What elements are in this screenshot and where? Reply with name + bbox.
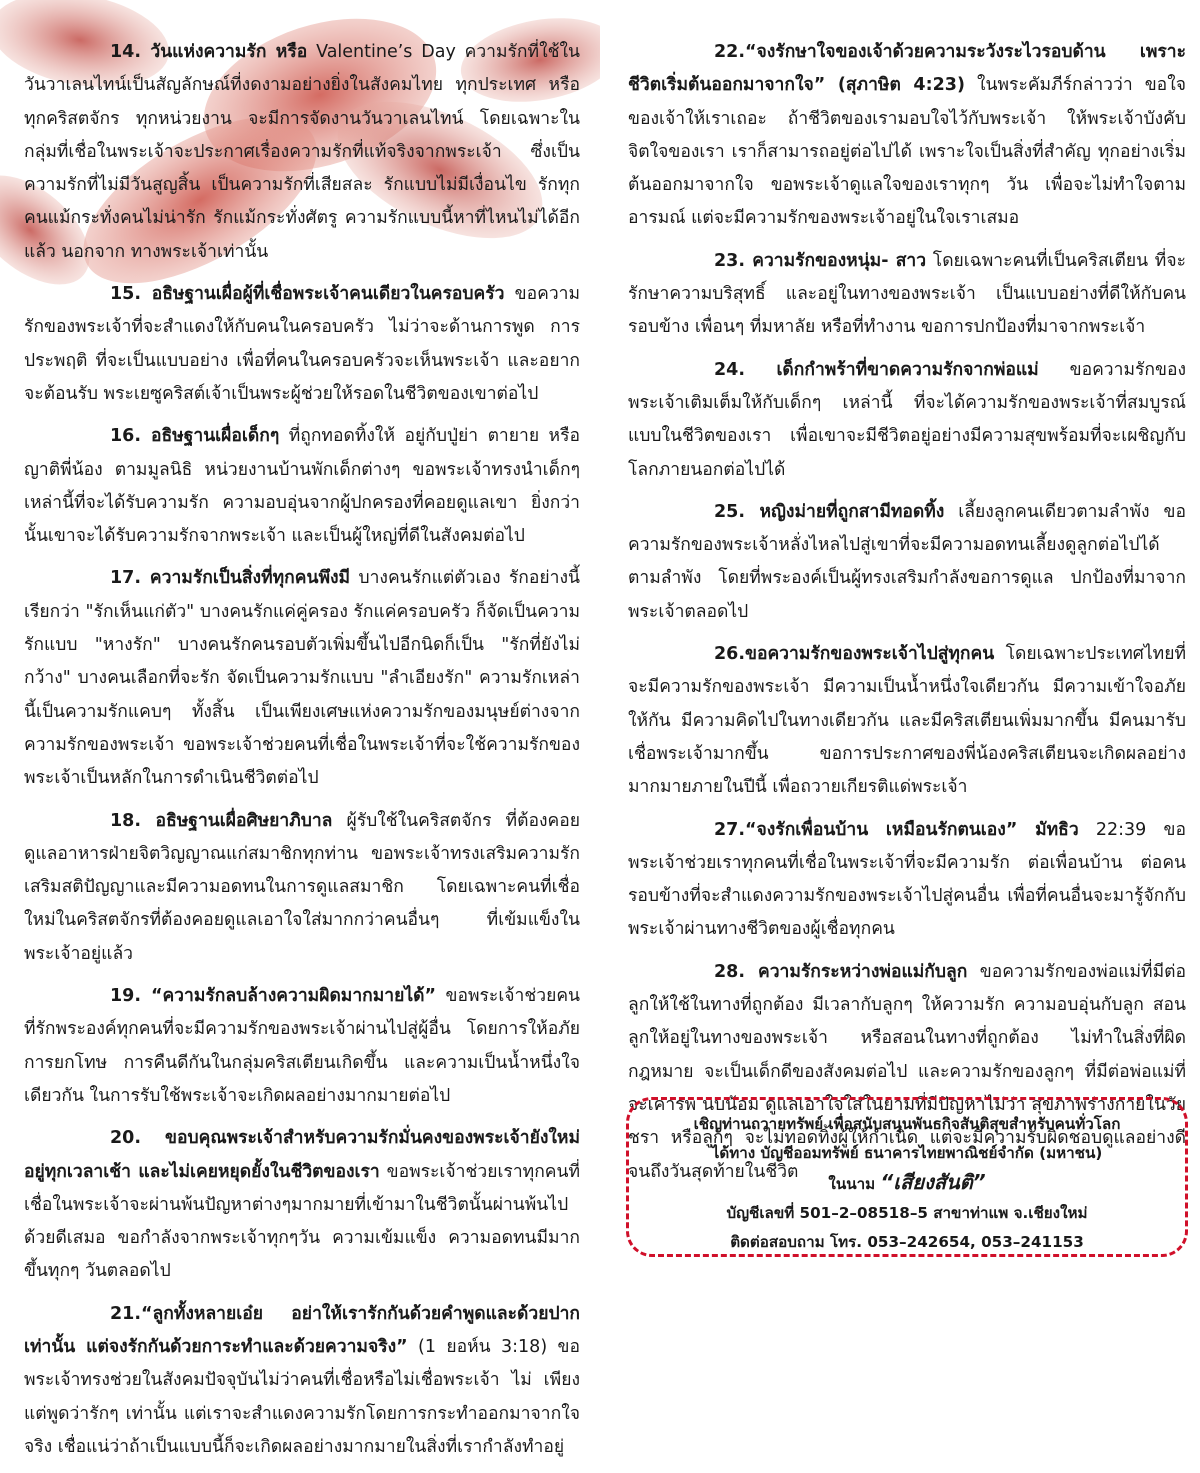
donation-box <box>626 1097 1188 1257</box>
paragraph-body: ขอพระเจ้าช่วยเราทุกคนที่เชื่อในพระเจ้าจะผ่านพ้นปัญหาต่างๆมากมายที่เข้ามาในชีวิตนั้นผ่านพ้นไปด้วยดีเสมอ ขอกำลังจากพระเจ้าทุกๆวัน ความเข้มแข็ง ความอดทนมีมากขึ้นทุกๆ วันตลอดไป <box>24 1161 580 1282</box>
paragraph-16 <box>24 420 580 553</box>
account-name-prefix: ในนาม <box>828 1175 881 1193</box>
paragraph-body: ที่ถูกทอดทิ้งให้ อยู่กับปู่ย่า ตายาย หรือญาติพี่น้อง ตามมูลนิธิ หน่วยงานบ้านพักเด็กต่างๆ ขอพระเจ้าทรงนำเด็กๆ เหล่านี้ที่จะได้รับความรัก ความอบอุ่นจากผู้ปกครองที่คอยดูแลเขา ยิ่งกว่านั้นเขาจะได้รับความรักจากพระเจ้า และเป็นผู้ใหญ่ที่ดีในสังคมต่อไป <box>24 426 580 547</box>
paragraph-22 <box>628 36 1186 236</box>
paragraph-heading: 28. ความรักระหว่างพ่อแม่กับลูก <box>714 961 968 982</box>
paragraph-heading: 22.“จงรักษาใจของเจ้าด้วยความระวังระไวรอบด้าน เพราะชีวิตเริ่มต้นออกมาจากใจ” (สุภาษิต 4:23) <box>628 42 1186 96</box>
paragraph-15 <box>24 278 580 411</box>
paragraph-heading: 17. ความรักเป็นสิ่งที่ทุกคนพึงมี <box>110 568 351 589</box>
paragraph-heading: 27.“จงรักเพื่อนบ้าน เหมือนรักตนเอง” มัทธิว <box>714 819 1079 840</box>
paragraph-17 <box>24 562 580 795</box>
paragraph-heading: 18. อธิษฐานเผื่อศิษยาภิบาล <box>110 810 333 831</box>
paragraph-heading: 25. หญิงม่ายที่ถูกสามีทอดทิ้ง <box>714 501 945 522</box>
paragraph-18 <box>24 805 580 971</box>
paragraph-body: ขอความรักของพระเจ้าที่จะสำแดงให้กับคนในครอบครัว ไม่ว่าจะด้านการพูด การประพฤติ ที่จะเป็นแบบอย่าง เพื่อที่คนในครอบครัวจะเห็นพระเจ้า และอยากจะต้อนรับ พระเยซูคริสต์เจ้าเป็นพระผู้ช่วยให้รอดในชีวิตของเขาต่อไป <box>24 284 581 404</box>
paragraph-heading: 21.“ลูกทั้งหลายเอ๋ย อย่าให้เรารักกันด้วยคำพูดและด้วยปากเท่านั้น แต่จงรักกันด้วยการะทำและด้วยความจริง” <box>24 1303 580 1357</box>
paragraph-body: ขอความรักของพ่อแม่ที่มีต่อลูกให้ใช้ในทางที่ถูกต้อง มีเวลากับลูกๆ ให้ความรัก ความอบอุ่นกับลูก สอนลูกให้อยู่ในทางของพระเจ้า หรือสอนในทางที่ถูกต้อง ไม่ทำในสิ่งที่ผิดกฎหมาย จะเป็นเด็กดีของสังคมต่อไป และความรักของลูกๆ ที่มีต่อพ่อแม่ที่จะเคารพ นบน้อม ดูแลเอาใจใส่ในยามที่มีปัญหาไม่ว่า สุขภาพร่างกายในวัยชรา หรือลูกๆ จะไม่ทอดทิ้งผู้ให้กำเนิด แต่จะมีความรับผิดชอบดูแลอย่างดีจนถึงวันสุดท้ายในชีวิต <box>628 961 1186 1182</box>
right-column <box>628 36 1186 1198</box>
paragraph-body: ผู้รับใช้ในคริสตจักร ที่ต้องคอยดูแลอาหารฝ่ายจิตวิญญาณแก่สมาชิกทุกท่าน ขอพระเจ้าทรงเสริมความรัก เสริมสติปัญญาและมีความอดทนในการดูแลสมาชิก โดยเฉพาะคนที่เชื่อใหม่ในคริสตจักรที่ต้องคอยดูแลเอาใจใส่มากกว่าคนอื่นๆ ที่เข้มแข็งในพระเจ้าอยู่แล้ว <box>24 810 580 964</box>
donation-box-content <box>643 1110 1171 1251</box>
paragraph-heading: 16. อธิษฐานเผื่อเด็กๆ <box>110 426 280 447</box>
paragraph-heading: 14. วันแห่งความรัก หรือ <box>110 42 308 62</box>
donation-invitation: เชิญท่านถวายทรัพย์ เพื่อสนับสนุนพันธกิจสันติสุขสำหรับคนทั่วโลก <box>693 1115 1121 1133</box>
paragraph-25 <box>628 496 1186 629</box>
paragraph-23 <box>628 245 1186 345</box>
paragraph-20 <box>24 1122 580 1288</box>
paragraph-24 <box>628 354 1186 487</box>
paragraph-heading: 24. เด็กกำพร้าที่ขาดความรักจากพ่อแม่ <box>714 359 1039 380</box>
paragraph-14 <box>24 36 580 269</box>
donation-account-name <box>643 1168 1171 1199</box>
paragraph-19 <box>24 980 580 1113</box>
paragraph-heading: 20. ขอบคุณพระเจ้าสำหรับความรักมั่นคงของพระเจ้ายังใหม่อยู่ทุกเวลาเช้า และไม่เคยหยุดยั้งในชีวิตของเรา <box>24 1128 580 1182</box>
paragraph-heading: 26.ขอความรักของพระเจ้าไปสู่ทุกคน <box>714 644 995 665</box>
account-name: “เสียงสันติ” <box>880 1170 986 1194</box>
paragraph-21 <box>24 1298 580 1464</box>
paragraph-heading: 23. ความรักของหนุ่ม- สาว <box>714 250 927 271</box>
paragraph-27 <box>628 814 1186 947</box>
paragraph-body: Valentine’s Day ความรักที่ใช้ในวันวาเลนไทน์เป็นสัญลักษณ์ที่งดงามอย่างยิ่งในสังคมไทย ทุกประเทศ หรือทุกคริสตจักร ทุกหน่วยงาน จะมีการจัดงานวันวาเลนไทน์ โดยเฉพาะในกลุ่มที่เชื่อในพระเจ้าจะประกาศเรื่องความรักที่แท้จริงจากพระเจ้า ซึ่งเป็นความรักที่ไม่มีวันสูญสิ้น เป็นความรักที่เสียสละ รักแบบไม่มีเงื่อนไข รักทุกคนแม้กระทั่งคนไม่น่ารัก รักแม้กระทั่งศัตรู ความรักแบบนี้หาที่ไหนไม่ได้อีกแล้ว นอกจาก ทางพระเจ้าเท่านั้น <box>24 42 580 262</box>
donation-bank: ได้ทาง บัญชีออมทรัพย์ ธนาคารไทยพาณิชย์จำกัด (มหาชน) <box>711 1144 1103 1162</box>
donation-account-number: บัญชีเลขที่ 501–2–08518–5 สาขาท่าแพ จ.เชียงใหม่ <box>726 1204 1088 1222</box>
paragraph-body: (1 ยอห์น 3:18) ขอพระเจ้าทรงช่วยในสังคมปัจจุบันไม่ว่าคนที่เชื่อหรือไม่เชื่อพระเจ้า ไม่ เพียงแต่พูดว่ารักๆ เท่านั้น แต่เราจะสำแดงความรักโดยการกระทำออกมาจากใจจริง เชื่อแน่ว่าถ้าเป็นแบบนี้ก็จะเกิดผลอย่างมากมายในสิ่งที่เรากำลังทำอยู่ <box>24 1336 580 1457</box>
paragraph-body: ขอความรักของพระเจ้าเติมเต็มให้กับเด็กๆ เหล่านี้ ที่จะได้ความรักของพระเจ้าที่สมบูรณ์แบบในชีวิตของเรา เพื่อเขาจะมีชีวิตอยู่อย่างมีความสุขพร้อมที่จะเผชิญกับโลกภายนอกต่อไปได้ <box>628 359 1186 480</box>
donation-contact: ติดต่อสอบถาม โทร. 053–242654, 053–241153 <box>730 1233 1084 1251</box>
paragraph-body: โดยเฉพาะคนที่เป็นคริสเตียน ที่จะรักษาความบริสุทธิ์ และอยู่ในทางของพระเจ้า เป็นแบบอย่างที่ดีให้กับคนรอบข้าง เพื่อนๆ ที่มหาลัย หรือที่ทำงาน ขอการปกป้องที่มาจากพระเจ้า <box>628 250 1186 338</box>
paragraph-heading: 15. อธิษฐานเผื่อผู้ที่เชื่อพระเจ้าคนเดียวในครอบครัว <box>110 284 505 305</box>
left-column <box>24 36 580 1473</box>
paragraph-body: โดยเฉพาะประเทศไทยที่จะมีความรักของพระเจ้า มีความเป็นน้ำหนึ่งใจเดียวกัน มีความเข้าใจอภัยให้กัน มีความคิดไปในทางเดียวกัน และมีคริสเตียนเพิ่มมากขึ้น มีคนมารับเชื่อพระเจ้ามากขึ้น ขอการประกาศของพี่น้องคริสเตียนจะเกิดผลอย่างมากมายภายในปีนี้ เพื่อถวายเกียรติแด่พระเจ้า <box>628 644 1186 798</box>
paragraph-body: เลี้ยงลูกคนเดียวตามลำพัง ขอความรักของพระเจ้าหลั่งไหลไปสู่เขาที่จะมีความอดทนเลี้ยงดูลูกต่อไปได้ตามลำพัง โดยที่พระองค์เป็นผู้ทรงเสริมกำลังขอการดูแล ปกป้องที่มาจากพระเจ้าตลอดไป <box>628 501 1186 622</box>
paragraph-body: ขอพระเจ้าช่วยคนที่รักพระองค์ทุกคนที่จะมีความรักของพระเจ้าผ่านไปสู่ผู้อื่น โดยการให้อภัย การยกโทษ การคืนดีกันในกลุ่มคริสเตียนเกิดขึ้น และความเป็นน้ำหนึ่งใจเดียวกัน ในการรับใช้พระเจ้าจะเกิดผลอย่างมากมายต่อไป <box>24 986 581 1106</box>
paragraph-body: ในพระคัมภีร์กล่าวว่า ขอใจของเจ้าให้เราเถอะ ถ้าชีวิตของเรามอบใจไว้กับพระเจ้า ให้พระเจ้าบังคับจิตใจของเรา เราก็สามารถอยู่ต่อไปได้ เพราะใจเป็นสิ่งที่สำคัญ ทุกอย่างเริ่มต้นออกมาจากใจ ขอพระเจ้าดูแลใจของเราทุกๆ วัน เพื่อจะไม่ทำใจตามอารมณ์ แต่จะมีความรักของพระเจ้าอยู่ในใจเราเสมอ <box>628 75 1186 229</box>
paragraph-body: บางคนรักแต่ตัวเอง รักอย่างนี้เรียกว่า "รักเห็นแก่ตัว" บางคนรักแค่คู่ครอง รักแค่ครอบครัว ก็จัดเป็นความรักแบบ "หางรัก" บางคนรักคนรอบตัวเพิ่มขึ้นไปอีกนิดก็เป็น "รักที่ยังไม่กว้าง" บางคนเลือกที่จะรัก จัดเป็นความรักแบบ "ลำเอียงรัก" ความรักเหล่านี้เป็นความรักแคบๆ ทั้งสิ้น เป็นเพียงเศษแห่งความรักของมนุษย์ต่างจากความรักของพระเจ้า ขอพระเจ้าช่วยคนที่เชื่อในพระเจ้าที่จะใช้ความรักของพระเจ้าเป็นหลักในการดำเนินชีวิตต่อไป <box>24 568 580 789</box>
paragraph-body: 22:39 ขอพระเจ้าช่วยเราทุกคนที่เชื่อในพระเจ้าที่จะมีความรัก ต่อเพื่อนบ้าน ต่อคนรอบข้างที่จะสำแดงความรักของพระเจ้าไปสู่คนอื่น เพื่อที่คนอื่นจะมารู้จักกับพระเจ้าผ่านทางชีวิตของผู้เชื่อทุกคน <box>628 819 1186 940</box>
paragraph-heading: 19. “ความรักลบล้างความผิดมากมายได้” <box>110 986 437 1007</box>
paragraph-26 <box>628 638 1186 804</box>
